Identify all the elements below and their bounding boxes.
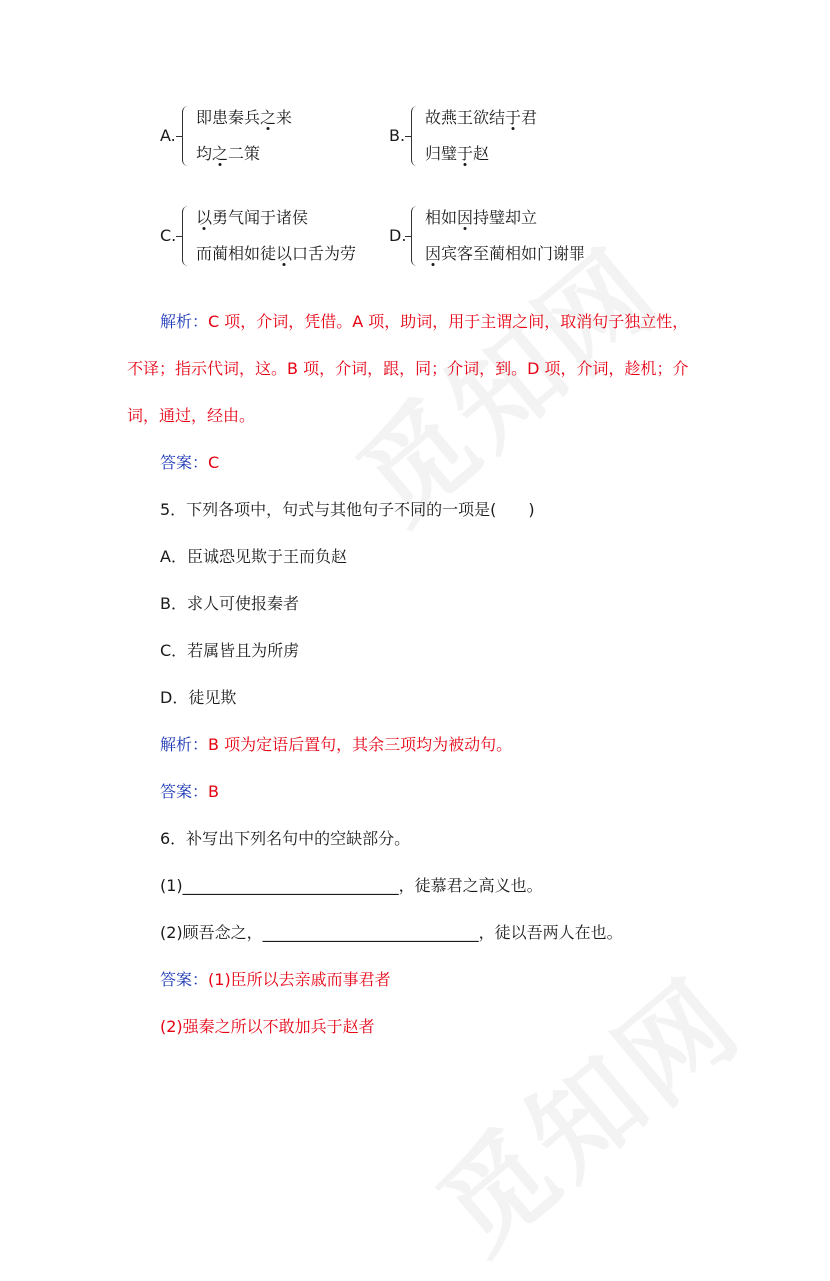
- question-6-blank-1: (1)___________________________，徒慕君之高义也。: [160, 876, 543, 895]
- answer-5: 答案：B: [160, 782, 219, 801]
- question-6-blank-2: (2)顾吾念之，___________________________，徒以吾两人在也。: [160, 923, 623, 942]
- question-5-stem: 5．下列各项中，句式与其他句子不同的一项是( ): [160, 500, 535, 519]
- option-letter: C.: [160, 226, 177, 245]
- answer-label: 答案：: [160, 453, 209, 472]
- question-5-option-d: D．徒见欺: [160, 688, 237, 707]
- watermark-bottom: [400, 937, 768, 1281]
- option-d-line2: 因宾客至蔺相如门谢罪: [425, 244, 586, 263]
- option-letter: B.: [389, 126, 406, 145]
- analysis-4-line3: 词，通过，经由。: [127, 406, 256, 425]
- answer-6-line2: (2)强秦之所以不敢加兵于赵者: [160, 1017, 375, 1036]
- brace: [182, 106, 192, 166]
- answer-4: 答案：C: [160, 453, 220, 472]
- answer-label: 答案：: [160, 970, 209, 989]
- option-c-line1: 以勇气闻于诸侯: [196, 208, 309, 227]
- option-d-line1: 相如因持璧却立: [425, 208, 538, 227]
- option-a-line1: 即患秦兵之来: [196, 108, 293, 127]
- option-b-line1: 故燕王欲结于君: [425, 108, 538, 127]
- analysis-5: 解析：B 项为定语后置句，其余三项均为被动句。: [160, 735, 513, 754]
- option-letter: A.: [160, 126, 176, 145]
- analysis-4-line1: 解析：C 项，介词，凭借。A 项，助词，用于主谓之间，取消句子独立性，: [160, 312, 689, 331]
- question-5-option-a: A．臣诚恐见欺于王而负赵: [160, 547, 347, 566]
- option-b-line2: 归璧于赵: [425, 144, 490, 163]
- option-c: [160, 206, 356, 266]
- question-6-stem: 6．补写出下列名句中的空缺部分。: [160, 829, 411, 848]
- answer-label: 答案：: [160, 782, 209, 801]
- question-5-option-c: C．若属皆且为所虏: [160, 641, 300, 660]
- brace: [182, 206, 192, 266]
- option-b: [389, 106, 537, 166]
- analysis-label: 解析：: [160, 312, 209, 331]
- option-a-line2: 均之二策: [196, 144, 261, 163]
- brace: [411, 206, 421, 266]
- analysis-4-line2: 不译；指示代词，这。B 项，介词，跟，同；介词，到。D 项，介词，趁机；介: [127, 359, 689, 378]
- answer-6-line1: 答案：(1)臣所以去亲戚而事君者: [160, 970, 391, 989]
- option-c-line2: 而蔺相如徒以口舌为劳: [196, 244, 357, 263]
- option-a: [160, 106, 292, 166]
- brace: [411, 106, 421, 166]
- question-5-option-b: B．求人可使报秦者: [160, 594, 299, 613]
- analysis-label: 解析：: [160, 735, 209, 754]
- option-d: [389, 206, 585, 266]
- option-letter: D.: [389, 226, 407, 245]
